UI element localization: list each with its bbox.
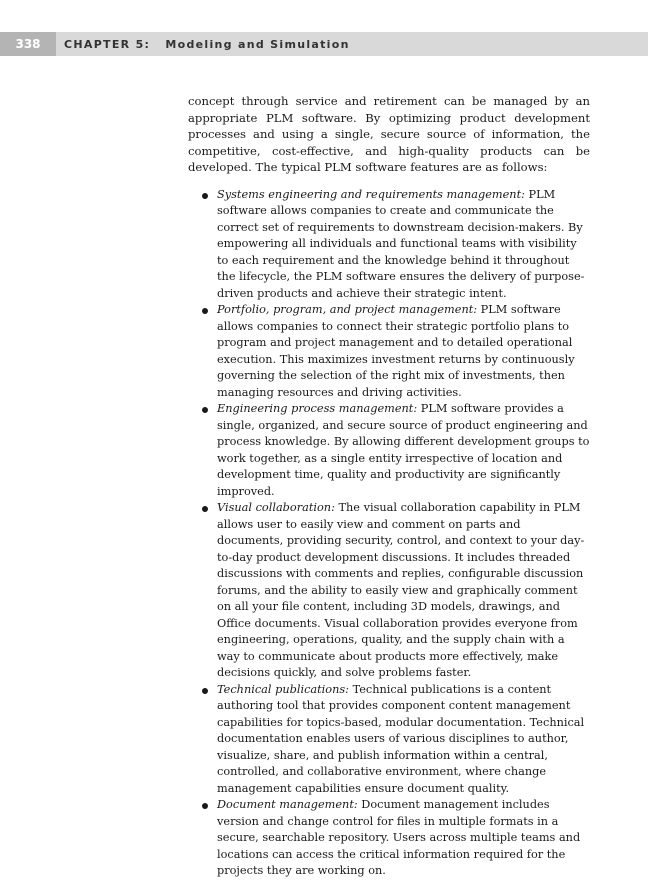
body-text — [188, 93, 590, 880]
feature-text: The visual collaboration capability in PLM allows user to easily view and comment on parts and documents, providing security, control, and context to your day-to-day product development discussions. It includes threaded discussions with comments and replies, configurable discussion forums, and the ability to easily view and graphically comment on all your file content, including 3D models, drawings, and Office documents. Visual collaboration provides everyone from engineering, operations, quality, and the supply chain with a way to communicate about products more effectively, make decisions quickly, and solve problems faster. — [217, 501, 585, 679]
feature-item — [188, 187, 590, 303]
feature-item — [188, 500, 590, 682]
running-header — [0, 32, 648, 56]
feature-term: Document management: — [217, 798, 362, 811]
bullet-icon — [202, 407, 208, 413]
feature-text: Document management includes version and change control for files in multiple formats in a secure, searchable repository. Users across multiple teams and locations can access the critical information required for the projects they are working on. — [217, 798, 581, 877]
chapter-heading — [64, 32, 350, 56]
feature-text: Technical publications is a content authoring tool that provides component content management capabilities for topics-based, modular documentation. Technical documentation enables users of various disciplines to author, visualize, share, and publish information within a central, controlled, and collaborative environment, where change management capabilities ensure document quality. — [217, 682, 585, 795]
bullet-icon — [202, 308, 208, 314]
feature-item — [188, 302, 590, 401]
feature-text: PLM software allows companies to create and communicate the correct set of requirements to downstream decision-makers. By empowering all individuals and functional teams with visibility to each requirement and the knowledge behind it throughout the lifecycle, the PLM software ensures the delivery of purpose-driven products and achieve their strategic intent. — [217, 187, 585, 300]
feature-item — [188, 401, 590, 500]
feature-list — [188, 187, 590, 880]
feature-item — [188, 682, 590, 798]
feature-text: PLM software allows companies to connect their strategic portfolio plans to program and project management and to detailed operational execution. This maximizes investment returns by continuously governing the selection of the right mix of investments, then managing resources and driving activities. — [217, 303, 575, 399]
feature-item — [188, 797, 590, 880]
page-number: 338 — [0, 32, 56, 56]
feature-term: Engineering process management: — [217, 402, 421, 415]
bullet-icon — [202, 506, 208, 512]
feature-term: Visual collaboration: — [217, 501, 339, 514]
feature-term: Systems engineering and requirements management: — [217, 187, 529, 201]
intro-paragraph: concept through service and retirement can be managed by an appropriate PLM software. By optimizing product development processes and using a single, secure source of information, the competitive, cost-effective, and high-quality products can be developed. The typical PLM software features are as follows: — [188, 94, 590, 174]
chapter-title: Modeling and Simulation — [165, 38, 350, 51]
feature-term: Portfolio, program, and project management: — [217, 303, 481, 316]
feature-text: PLM software provides a single, organized, and secure source of product engineering and process knowledge. By allowing different development groups to work together, as a single entity irrespective of location and development time, quality and productivity are significantly improved. — [217, 402, 590, 498]
chapter-label: CHAPTER 5: — [64, 38, 151, 51]
bullet-icon — [202, 803, 208, 809]
bullet-icon — [202, 688, 208, 694]
feature-term: Technical publications: — [217, 682, 353, 696]
bullet-icon — [202, 193, 208, 199]
